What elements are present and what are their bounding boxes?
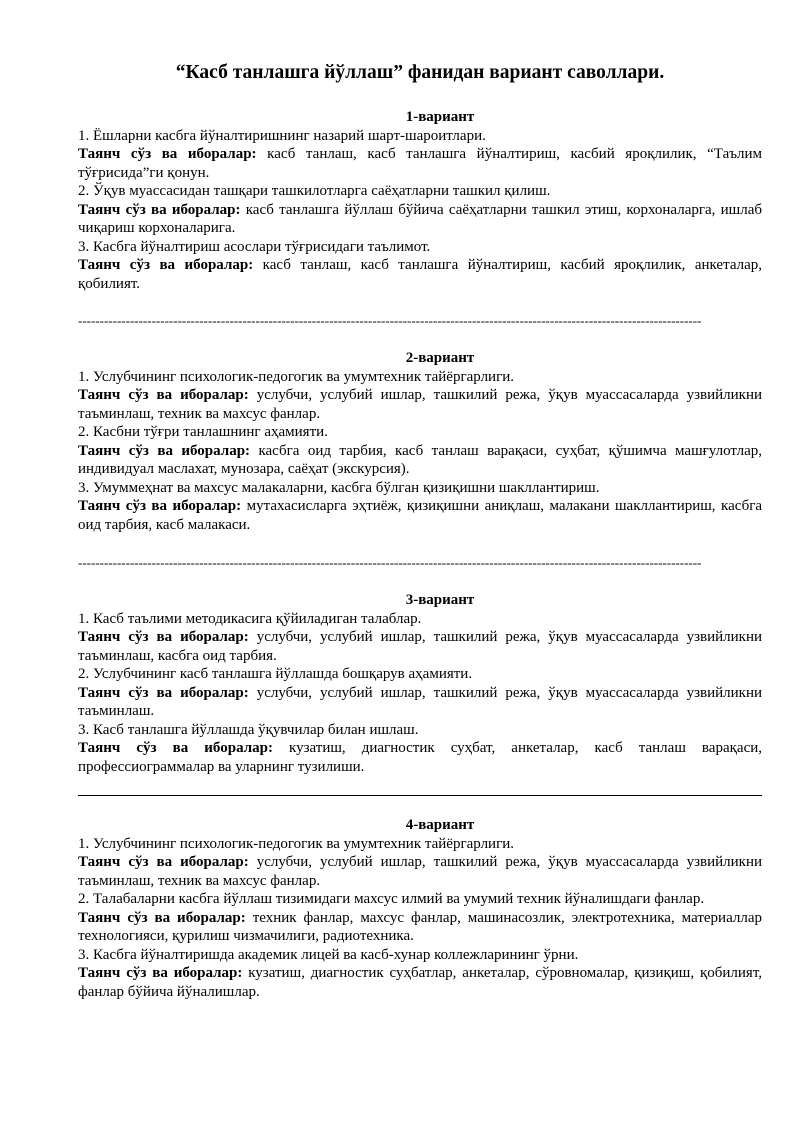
keywords-line — [78, 909, 762, 946]
keywords-label: Таянч сўз ва иборалар: — [78, 684, 249, 701]
question: 1. Касб таълими методикасига қўйиладиган талаблар. — [78, 610, 422, 627]
keywords-line — [78, 853, 762, 890]
keywords-line — [78, 145, 762, 182]
keywords-label: Таянч сўз ва иборалар: — [78, 387, 249, 403]
keywords-text: услубчи, услубий ишлар, ташкилий режа, ўқув муассасаларда узвийликни таъминлаш, техник ва махсус фанлар. — [78, 387, 763, 422]
question: 1. Услубчининг психологик-педогогик ва умумтехник тайёргарлиги. — [78, 835, 515, 852]
keywords-label: Таянч сўз ва иборалар: — [78, 442, 251, 459]
keywords-line — [78, 256, 762, 293]
question: 2. Касбни тўғри танлашнинг аҳамияти. — [78, 424, 328, 440]
keywords-text: касб танлашга йўллаш бўйича саёҳатларни ташкил этиш, корхоналарга, ишлаб чиқариш корхоналарига. — [78, 201, 762, 236]
keywords-line — [78, 739, 762, 776]
keywords-line — [78, 201, 762, 238]
variant-heading: 2-вариант — [405, 350, 475, 366]
variant-section — [78, 349, 762, 534]
keywords-label: Таянч сўз ва иборалар: — [78, 629, 249, 645]
keywords-text: услубчи, услубий ишлар, ташкилий режа, ўқув муассасаларда узвийликни таъминлаш, техник ва махсус фанлар. — [78, 854, 763, 889]
keywords-label: Таянч сўз ва иборалар: — [78, 257, 254, 273]
keywords-label: Таянч сўз ва иборалар: — [78, 965, 243, 981]
question: 1. Услубчининг психологик-педогогик ва умумтехник тайёргарлиги. — [78, 368, 515, 385]
keywords-text: кузатиш, диагностик суҳбат, анкеталар, касб танлаш варақаси, профессиограммалар ва уларнинг тузилиши. — [78, 740, 763, 775]
keywords-line — [78, 386, 762, 423]
keywords-label: Таянч сўз ва иборалар: — [78, 201, 241, 218]
question: 3. Умуммеҳнат ва махсус малакаларни, касбга бўлган қизиқишни шакллантириш. — [78, 479, 600, 496]
keywords-text: касбга оид тарбия, касб танлаш варақаси, суҳбат, қўшимча машғулотлар, индивидуал маслахат, мунозара, саёҳат (экскурсия). — [78, 442, 762, 477]
question: 2. Талабаларни касбга йўллаш тизимидаги махсус илмий ва умумий техник йўналишдаги фанлар. — [78, 891, 705, 907]
question: 1. Ёшларни касбга йўналтиришнинг назарий шарт-шароитлари. — [78, 127, 486, 144]
variant-section — [78, 591, 762, 776]
dashed-separator: ------------------------------------------------------------------------------------------------------------------------------------------------ — [78, 556, 702, 570]
document-title: “Касб танлашга йўллаш” фанидан вариант саволлари. — [175, 62, 665, 83]
keywords-text: касб танлаш, касб танлашга йўналтириш, касбий яроқлилик, “Таълим тўғрисида”ги қонун. — [78, 146, 763, 181]
question: 2. Услубчининг касб танлашга йўллашда бошқарув аҳамияти. — [78, 666, 473, 682]
variant-section — [78, 108, 762, 293]
keywords-text: кузатиш, диагностик суҳбатлар, анкеталар, сўровномалар, қизиқиш, қобилият, фанлар бўйича йўналишлар. — [78, 965, 763, 1000]
keywords-text: касб танлаш, касб танлашга йўналтириш, касбий яроқлилик, анкеталар, қобилият. — [78, 257, 763, 292]
keywords-text: техник фанлар, махсус фанлар, машинасозлик, электротехника, материаллар технологияси, қурилиш чизмачилиги, радиотехника. — [78, 909, 762, 944]
variant-heading: 1-вариант — [405, 109, 475, 125]
dashed-separator: ------------------------------------------------------------------------------------------------------------------------------------------------ — [78, 314, 702, 328]
keywords-line — [78, 684, 762, 721]
keywords-label: Таянч сўз ва иборалар: — [78, 909, 246, 926]
keywords-line — [78, 442, 762, 479]
keywords-label: Таянч сўз ва иборалар: — [78, 498, 242, 514]
variant-heading: 4-вариант — [405, 817, 475, 833]
variant-section — [78, 816, 762, 1001]
keywords-line — [78, 497, 762, 534]
keywords-line — [78, 628, 762, 665]
variant-heading: 3-вариант — [405, 592, 475, 608]
question: 3. Касб танлашга йўллашда ўқувчилар билан ишлаш. — [78, 721, 419, 738]
question: 2. Ўқув муассасидан ташқари ташкилотларга саёҳатларни ташкил қилиш. — [78, 183, 551, 199]
keywords-label: Таянч сўз ва иборалар: — [78, 146, 257, 162]
question: 3. Касбга йўналтиришда академик лицей ва касб-хунар коллежларининг ўрни. — [78, 946, 579, 963]
keywords-text: мутахасисларга эҳтиёж, қизиқишни аниқлаш, малакани шакллантириш, касбга оид тарбия, касб малакаси. — [78, 498, 763, 533]
keywords-label: Таянч сўз ва иборалар: — [78, 740, 273, 756]
keywords-label: Таянч сўз ва иборалар: — [78, 854, 249, 870]
keywords-text: услубчи, услубий ишлар, ташкилий режа, ўқув муассасаларда узвийликни таъминлаш, касбга оид тарбия. — [78, 629, 763, 664]
keywords-line — [78, 964, 762, 1001]
keywords-text: услубчи, услубий ишлар, ташкилий режа, ўқув муассасаларда узвийликни таъминлаш. — [78, 684, 763, 719]
horizontal-rule — [78, 795, 762, 796]
question: 3. Касбга йўналтириш асослари тўғрисидаги таълимот. — [78, 238, 431, 255]
